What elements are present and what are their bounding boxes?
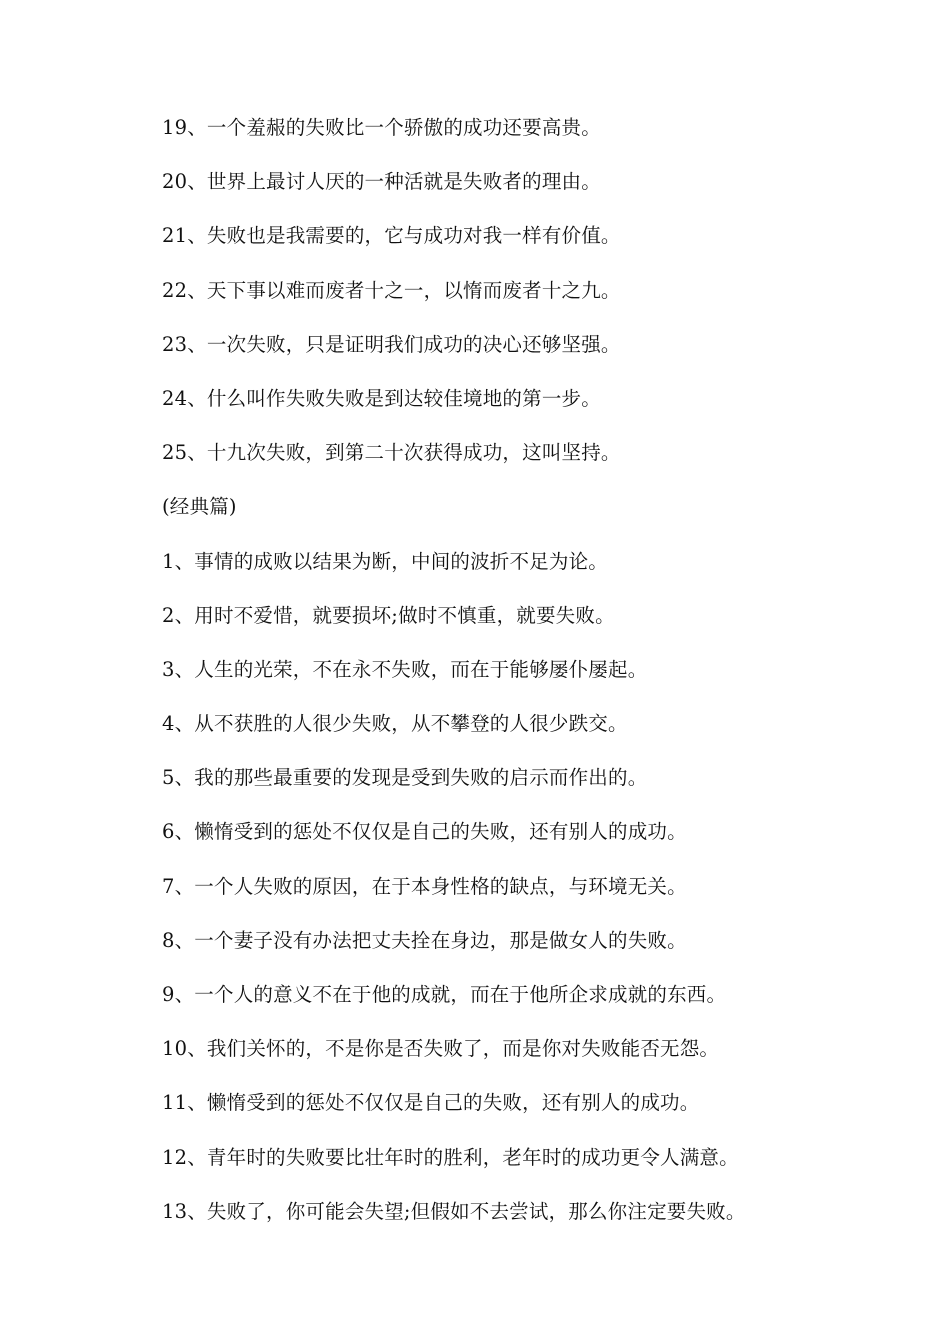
quote-line: 1、事情的成败以结果为断，中间的波折不足为论。 xyxy=(162,549,609,573)
quote-line: 13、失败了，你可能会失望;但假如不去尝试，那么你注定要失败。 xyxy=(162,1199,746,1223)
quote-line: 9、一个人的意义不在于他的成就，而在于他所企求成就的东西。 xyxy=(162,983,727,1006)
quote-line: 6、懒惰受到的惩处不仅仅是自己的失败，还有别人的成功。 xyxy=(162,820,687,844)
quote-line: 5、我的那些最重要的发现是受到失败的启示而作出的。 xyxy=(162,766,648,790)
quote-line: 11、懒惰受到的惩处不仅仅是自己的失败，还有别人的成功。 xyxy=(162,1091,700,1115)
quote-line: 24、什么叫作失败失败是到达较佳境地的第一步。 xyxy=(162,386,601,410)
section-heading: (经典篇) xyxy=(162,495,237,519)
quote-line: 23、一次失败，只是证明我们成功的决心还够坚强。 xyxy=(162,332,621,356)
quote-line: 2、用时不爱惜，就要损坏;做时不慎重，就要失败。 xyxy=(162,603,615,627)
quote-line: 22、天下事以难而废者十之一，以惰而废者十之九。 xyxy=(162,278,621,302)
quote-line: 8、一个妻子没有办法把丈夫拴在身边，那是做女人的失败。 xyxy=(162,928,687,952)
quote-line: 10、我们关怀的，不是你是否失败了，而是你对失败能否无怨。 xyxy=(162,1037,720,1061)
quote-line: 3、人生的光荣，不在永不失败，而在于能够屡仆屡起。 xyxy=(162,657,648,681)
quote-line: 7、一个人失败的原因，在于本身性格的缺点，与环境无关。 xyxy=(162,874,687,898)
quote-list xyxy=(162,110,932,1248)
quote-line: 20、世界上最讨人厌的一种活就是失败者的理由。 xyxy=(162,170,601,194)
quote-line: 12、青年时的失败要比壮年时的胜利，老年时的成功更令人满意。 xyxy=(162,1145,739,1169)
quote-line: 19、一个羞赧的失败比一个骄傲的成功还要高贵。 xyxy=(162,116,601,139)
quote-line: 4、从不获胜的人很少失败，从不攀登的人很少跌交。 xyxy=(162,712,628,736)
quote-line: 21、失败也是我需要的，它与成功对我一样有价值。 xyxy=(162,224,621,248)
quote-line: 25、十九次失败，到第二十次获得成功，这叫坚持。 xyxy=(162,441,621,465)
